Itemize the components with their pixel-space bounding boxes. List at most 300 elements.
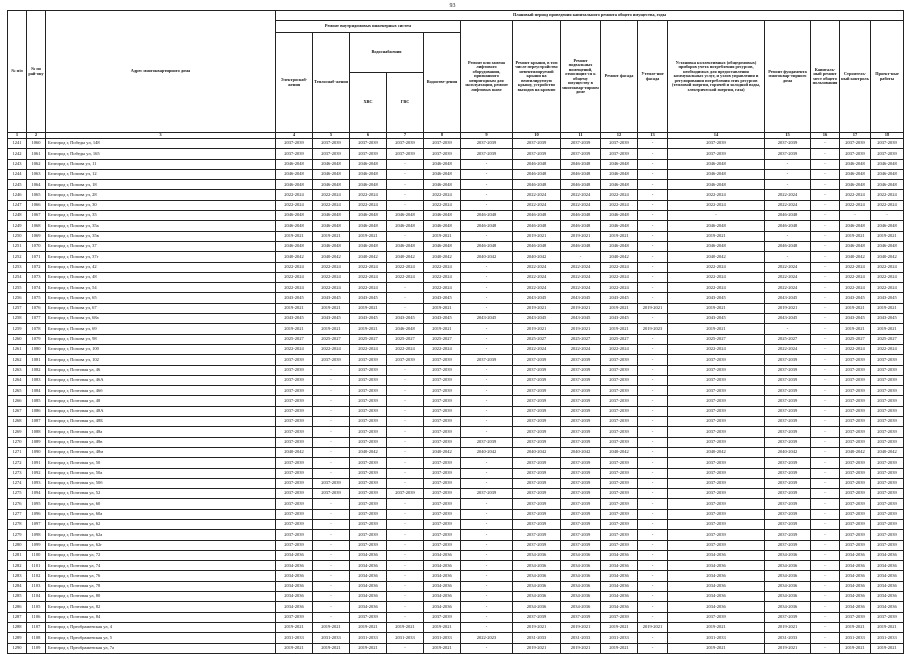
address-cell: Белгород г, Победы ул, 148: [46, 139, 276, 149]
table-cell: 2031-2033: [424, 633, 461, 643]
table-cell: 2040-2042: [840, 447, 871, 457]
table-cell: 1262: [8, 355, 27, 365]
table-row: [8, 344, 904, 354]
table-cell: -: [387, 612, 424, 622]
table-cell: -: [461, 334, 513, 344]
table-cell: -: [638, 149, 668, 159]
table-cell: 2019-2021: [840, 622, 871, 632]
table-row: [8, 530, 904, 540]
table-cell: 2034-2036: [513, 581, 561, 591]
table-cell: 1249: [8, 221, 27, 231]
table-cell: 2037-2039: [840, 437, 871, 447]
table-cell: 2046-2048: [513, 159, 561, 169]
table-cell: 2037-2039: [601, 489, 638, 499]
table-cell: 1271: [8, 447, 27, 457]
table-cell: 2037-2039: [513, 417, 561, 427]
table-cell: -: [313, 602, 350, 612]
table-cell: 2037-2039: [424, 375, 461, 385]
table-cell: -: [638, 406, 668, 416]
table-cell: 2043-2045: [513, 293, 561, 303]
table-cell: -: [313, 458, 350, 468]
table-cell: 2019-2023: [638, 324, 668, 334]
table-cell: 2022-2024: [668, 262, 765, 272]
table-cell: 2037-2039: [668, 386, 765, 396]
table-cell: 2037-2039: [765, 509, 811, 519]
table-cell: 2046-2048: [513, 211, 561, 221]
table-row: [8, 252, 904, 262]
table-cell: 2037-2039: [668, 417, 765, 427]
table-cell: 2034-2036: [668, 592, 765, 602]
table-cell: 2031-2033: [840, 633, 871, 643]
table-cell: 2037-2039: [668, 375, 765, 385]
table-cell: 2037-2039: [424, 417, 461, 427]
table-cell: 2046-2048: [513, 221, 561, 231]
address-cell: Белгород г, Попова ул, 35: [46, 211, 276, 221]
table-cell: 2034-2036: [424, 592, 461, 602]
table-row: [8, 221, 904, 231]
table-cell: 1241: [8, 139, 27, 149]
table-cell: 2046-2048: [601, 169, 638, 179]
table-cell: 2034-2036: [765, 602, 811, 612]
table-cell: 2046-2048: [387, 211, 424, 221]
table-cell: -: [638, 427, 668, 437]
table-cell: 2034-2036: [601, 550, 638, 560]
table-cell: -: [387, 386, 424, 396]
table-cell: 2034-2036: [513, 571, 561, 581]
table-cell: 2034-2036: [350, 550, 387, 560]
table-cell: 2040-2042: [601, 252, 638, 262]
table-cell: 2022-2024: [840, 344, 871, 354]
table-cell: 1269: [8, 427, 27, 437]
table-cell: 2025-2027: [276, 334, 313, 344]
table-cell: 2037-2039: [840, 355, 871, 365]
table-cell: 1286: [8, 602, 27, 612]
table-cell: 2037-2039: [276, 427, 313, 437]
table-cell: 2037-2039: [871, 355, 904, 365]
table-cell: 2037-2039: [601, 468, 638, 478]
table-row: [8, 303, 904, 313]
table-cell: 2022-2024: [668, 190, 765, 200]
column-number: 8: [424, 133, 461, 139]
table-cell: -: [461, 324, 513, 334]
column-number: 17: [840, 133, 871, 139]
column-number: 15: [765, 133, 811, 139]
address-cell: Белгород г, Попова ул, 37г: [46, 252, 276, 262]
table-row: [8, 200, 904, 210]
table-cell: 2037-2039: [424, 468, 461, 478]
table-cell: 1285: [8, 592, 27, 602]
table-cell: -: [638, 447, 668, 457]
table-cell: 2022-2024: [350, 344, 387, 354]
table-cell: 2019-2021: [350, 643, 387, 653]
table-row: [8, 365, 904, 375]
table-cell: 2040-2042: [424, 252, 461, 262]
table-cell: 2046-2048: [276, 241, 313, 251]
table-cell: -: [313, 468, 350, 478]
table-cell: 2037-2039: [424, 365, 461, 375]
table-cell: 2043-2045: [387, 314, 424, 324]
table-cell: -: [387, 643, 424, 653]
table-cell: -: [811, 293, 840, 303]
table-cell: -: [638, 540, 668, 550]
table-cell: 2037-2039: [350, 437, 387, 447]
table-cell: 2019-2021: [561, 231, 601, 241]
table-cell: 2037-2039: [513, 406, 561, 416]
table-cell: 2022-2024: [513, 190, 561, 200]
table-cell: 2037-2039: [840, 149, 871, 159]
table-cell: 2034-2036: [765, 592, 811, 602]
table-cell: -: [461, 592, 513, 602]
table-cell: -: [638, 283, 668, 293]
table-cell: 1265: [8, 386, 27, 396]
table-cell: 2034-2036: [668, 550, 765, 560]
table-cell: 1094: [27, 489, 46, 499]
table-cell: 1287: [8, 612, 27, 622]
table-cell: 2046-2048: [387, 241, 424, 251]
table-cell: 2022-2024: [601, 190, 638, 200]
table-row: [8, 272, 904, 282]
table-cell: 2019-2021: [668, 231, 765, 241]
table-cell: 2034-2036: [601, 602, 638, 612]
table-cell: -: [811, 602, 840, 612]
table-cell: 2022-2024: [840, 283, 871, 293]
table-row: [8, 169, 904, 179]
table-cell: 2034-2036: [561, 581, 601, 591]
table-cell: 2034-2036: [513, 592, 561, 602]
address-cell: Белгород г, Почтовая ул, 46б: [46, 386, 276, 396]
table-cell: 2019-2021: [638, 303, 668, 313]
address-cell: Белгород г, Почтовая ул, 48в: [46, 437, 276, 447]
table-cell: 1288: [8, 622, 27, 632]
table-row: [8, 468, 904, 478]
table-cell: 1083: [27, 375, 46, 385]
table-cell: 1089: [27, 437, 46, 447]
table-cell: 2037-2039: [387, 139, 424, 149]
table-cell: 2019-2021: [424, 643, 461, 653]
table-cell: 2046-2048: [871, 180, 904, 190]
table-cell: -: [461, 396, 513, 406]
table-cell: 1063: [27, 169, 46, 179]
table-cell: 2019-2021: [561, 643, 601, 653]
table-cell: -: [638, 561, 668, 571]
table-cell: -: [811, 437, 840, 447]
table-cell: 2019-2021: [668, 324, 765, 334]
table-cell: 2037-2039: [840, 458, 871, 468]
table-cell: -: [387, 437, 424, 447]
table-cell: -: [638, 314, 668, 324]
table-cell: -: [461, 530, 513, 540]
table-cell: 2037-2039: [840, 375, 871, 385]
table-cell: 2037-2039: [871, 489, 904, 499]
table-cell: 2034-2036: [513, 561, 561, 571]
table-cell: 2046-2048: [276, 159, 313, 169]
address-cell: Белгород г, Попова ул, 54: [46, 283, 276, 293]
table-row: [8, 190, 904, 200]
table-cell: 2037-2039: [765, 478, 811, 488]
table-cell: 2019-2021: [871, 303, 904, 313]
table-cell: 1065: [27, 190, 46, 200]
table-cell: 2025-2027: [424, 334, 461, 344]
table-cell: 2046-2048: [668, 159, 765, 169]
table-cell: 2019-2021: [513, 622, 561, 632]
table-cell: -: [461, 571, 513, 581]
table-cell: 2040-2042: [561, 447, 601, 457]
table-cell: 2040-2042: [840, 252, 871, 262]
table-cell: 2022-2024: [350, 272, 387, 282]
table-cell: 1283: [8, 571, 27, 581]
table-cell: 1102: [27, 571, 46, 581]
table-cell: 2040-2042: [276, 252, 313, 262]
table-cell: -: [811, 478, 840, 488]
table-cell: 2022-2024: [350, 262, 387, 272]
table-cell: -: [638, 355, 668, 365]
table-row: [8, 437, 904, 447]
table-row: [8, 519, 904, 529]
table-row: [8, 231, 904, 241]
table-cell: 2022-2024: [350, 283, 387, 293]
table-cell: -: [765, 231, 811, 241]
table-cell: 2019-2021: [601, 643, 638, 653]
table-cell: 2031-2033: [561, 633, 601, 643]
capital-repair-table: [7, 10, 904, 654]
table-cell: 2037-2039: [461, 355, 513, 365]
table-cell: 2037-2039: [276, 396, 313, 406]
table-cell: 2037-2039: [871, 149, 904, 159]
header-common-areas: Капиталь-ный ремонт мест общего пользования: [811, 21, 840, 133]
table-cell: 1278: [8, 519, 27, 529]
header-row-number: № п/п: [8, 11, 27, 133]
table-cell: 2037-2039: [276, 417, 313, 427]
table-cell: -: [387, 561, 424, 571]
table-cell: 1250: [8, 231, 27, 241]
table-cell: 2037-2039: [871, 499, 904, 509]
header-water-supply: Водоснабжения: [350, 33, 424, 73]
address-cell: Белгород г, Попова ул, 98: [46, 334, 276, 344]
table-cell: -: [638, 571, 668, 581]
table-row: [8, 314, 904, 324]
table-cell: 2037-2039: [765, 530, 811, 540]
table-cell: -: [811, 447, 840, 457]
table-row: [8, 159, 904, 169]
table-cell: 2046-2048: [513, 169, 561, 179]
address-cell: Белгород г, Преображенская ул, 5: [46, 633, 276, 643]
table-cell: 2037-2039: [668, 139, 765, 149]
table-cell: 2019-2021: [668, 643, 765, 653]
table-cell: 2022-2024: [871, 262, 904, 272]
table-cell: 2046-2048: [765, 211, 811, 221]
table-cell: 2034-2036: [601, 561, 638, 571]
table-cell: 2037-2039: [765, 489, 811, 499]
table-cell: 1277: [8, 509, 27, 519]
table-cell: 2034-2036: [276, 581, 313, 591]
table-cell: -: [313, 447, 350, 457]
table-cell: 2037-2039: [424, 396, 461, 406]
table-cell: 2022-2024: [424, 190, 461, 200]
table-cell: 2037-2039: [840, 540, 871, 550]
table-cell: 2037-2039: [871, 386, 904, 396]
table-cell: -: [387, 180, 424, 190]
table-cell: 2031-2033: [513, 633, 561, 643]
table-cell: 2019-2021: [561, 622, 601, 632]
table-cell: 2019-2021: [513, 324, 561, 334]
address-cell: Белгород г, Попова ул, 35в: [46, 231, 276, 241]
table-cell: -: [387, 200, 424, 210]
table-cell: -: [461, 283, 513, 293]
table-cell: 2037-2039: [871, 540, 904, 550]
column-number: 7: [387, 133, 424, 139]
table-cell: 2022-2024: [561, 190, 601, 200]
table-cell: -: [811, 355, 840, 365]
table-cell: 2037-2039: [561, 519, 601, 529]
table-cell: 2037-2039: [276, 458, 313, 468]
table-cell: 2034-2036: [424, 581, 461, 591]
table-cell: 2031-2033: [350, 633, 387, 643]
table-cell: 2037-2039: [350, 540, 387, 550]
table-cell: 2022-2024: [765, 200, 811, 210]
table-cell: 2037-2039: [461, 149, 513, 159]
table-cell: 2019-2021: [871, 324, 904, 334]
table-cell: -: [765, 180, 811, 190]
table-cell: -: [387, 550, 424, 560]
table-cell: 2037-2039: [276, 437, 313, 447]
table-cell: -: [313, 581, 350, 591]
table-cell: -: [638, 211, 668, 221]
table-cell: 2037-2039: [561, 375, 601, 385]
table-cell: 2019-2021: [350, 303, 387, 313]
table-cell: 1284: [8, 581, 27, 591]
table-cell: 2034-2036: [350, 592, 387, 602]
table-cell: 2022-2023: [461, 633, 513, 643]
table-cell: 2034-2036: [765, 561, 811, 571]
table-cell: 1095: [27, 499, 46, 509]
table-cell: 2046-2048: [424, 180, 461, 190]
header-hot-water: ГВС: [387, 73, 424, 133]
table-cell: -: [811, 530, 840, 540]
table-cell: -: [638, 221, 668, 231]
header-district-number: № по рай-ону: [27, 11, 46, 133]
table-cell: 2022-2024: [765, 283, 811, 293]
table-cell: 2034-2036: [840, 571, 871, 581]
table-cell: -: [638, 643, 668, 653]
table-cell: 2025-2027: [313, 334, 350, 344]
table-cell: 2037-2039: [601, 139, 638, 149]
table-cell: 2037-2039: [871, 427, 904, 437]
table-cell: -: [811, 139, 840, 149]
table-cell: 2037-2039: [461, 139, 513, 149]
table-cell: 2037-2039: [424, 406, 461, 416]
table-cell: 2037-2039: [871, 396, 904, 406]
table-cell: 2034-2036: [350, 561, 387, 571]
table-cell: 2037-2039: [840, 417, 871, 427]
table-cell: 2046-2048: [840, 169, 871, 179]
table-cell: -: [461, 180, 513, 190]
table-cell: 2022-2024: [513, 262, 561, 272]
table-cell: 2037-2039: [561, 386, 601, 396]
column-number: 2: [27, 133, 46, 139]
table-cell: 2019-2021: [601, 231, 638, 241]
table-cell: -: [638, 478, 668, 488]
table-cell: 2034-2036: [840, 550, 871, 560]
table-cell: -: [638, 396, 668, 406]
table-row: [8, 489, 904, 499]
address-cell: Белгород г, Победы ул, 165: [46, 149, 276, 159]
table-cell: 1077: [27, 314, 46, 324]
table-cell: 2031-2033: [601, 633, 638, 643]
table-cell: 2037-2039: [513, 458, 561, 468]
table-cell: -: [387, 602, 424, 612]
table-cell: 2037-2039: [513, 509, 561, 519]
table-row: [8, 406, 904, 416]
table-cell: -: [387, 283, 424, 293]
table-cell: 2037-2039: [276, 139, 313, 149]
header-foundation: Ремонт фундамента многоквар-тирного дома: [765, 21, 811, 133]
table-cell: -: [313, 427, 350, 437]
table-cell: 2037-2039: [765, 417, 811, 427]
table-cell: -: [461, 581, 513, 591]
table-cell: -: [461, 612, 513, 622]
table-cell: 2040-2042: [668, 447, 765, 457]
table-cell: 2046-2048: [276, 221, 313, 231]
table-cell: 2037-2039: [668, 437, 765, 447]
table-cell: 1256: [8, 293, 27, 303]
table-cell: 1252: [8, 252, 27, 262]
table-cell: 2022-2024: [276, 262, 313, 272]
table-cell: 2037-2039: [668, 468, 765, 478]
table-cell: 2019-2021: [765, 643, 811, 653]
table-cell: -: [387, 571, 424, 581]
table-cell: 2022-2024: [276, 200, 313, 210]
table-cell: 1244: [8, 169, 27, 179]
table-cell: 2037-2039: [350, 519, 387, 529]
table-cell: 2037-2039: [668, 540, 765, 550]
table-cell: 2031-2033: [276, 633, 313, 643]
table-cell: 1268: [8, 417, 27, 427]
table-cell: 2037-2039: [840, 406, 871, 416]
table-cell: 2037-2039: [668, 499, 765, 509]
table-cell: 2022-2024: [387, 262, 424, 272]
table-cell: 2037-2039: [840, 519, 871, 529]
table-cell: 2046-2048: [561, 221, 601, 231]
table-cell: 2019-2021: [765, 303, 811, 313]
table-cell: 2040-2042: [765, 447, 811, 457]
table-cell: 2037-2039: [276, 530, 313, 540]
table-cell: -: [811, 633, 840, 643]
table-cell: -: [387, 519, 424, 529]
table-cell: 2022-2024: [668, 283, 765, 293]
table-cell: -: [638, 468, 668, 478]
table-cell: 2022-2024: [313, 190, 350, 200]
table-cell: 2022-2024: [276, 344, 313, 354]
table-cell: 2037-2039: [601, 519, 638, 529]
table-cell: -: [638, 272, 668, 282]
table-cell: 1092: [27, 468, 46, 478]
table-cell: -: [387, 293, 424, 303]
table-cell: 2019-2021: [561, 324, 601, 334]
table-cell: -: [811, 241, 840, 251]
address-cell: Белгород г, Почтовая ул, 62а: [46, 530, 276, 540]
table-cell: 2022-2024: [561, 200, 601, 210]
table-cell: 2043-2045: [601, 314, 638, 324]
table-cell: 2034-2036: [424, 571, 461, 581]
table-cell: 2022-2024: [313, 344, 350, 354]
table-cell: 2043-2045: [561, 293, 601, 303]
table-cell: -: [811, 519, 840, 529]
table-cell: 2019-2021: [840, 303, 871, 313]
table-cell: 2046-2048: [871, 221, 904, 231]
table-row: [8, 571, 904, 581]
table-cell: 2022-2024: [313, 272, 350, 282]
table-cell: 1088: [27, 427, 46, 437]
